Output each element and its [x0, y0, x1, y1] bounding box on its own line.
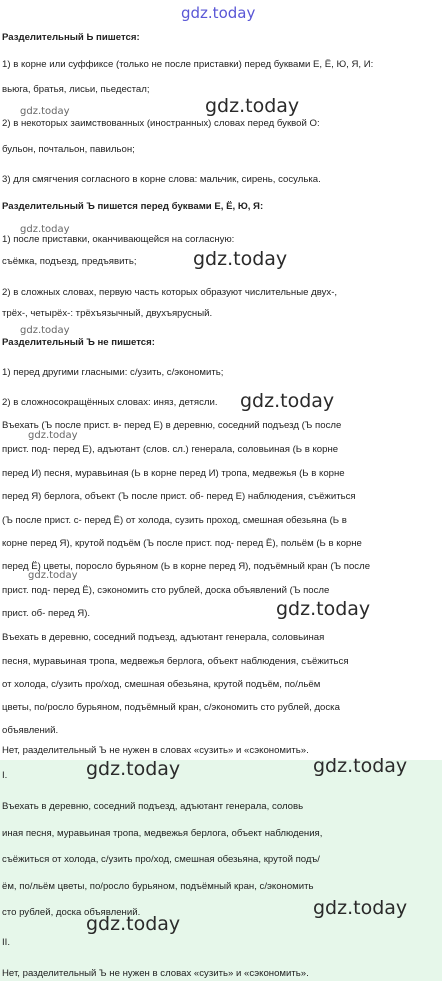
watermark: gdz.today: [240, 390, 335, 412]
text-line: ём, по/льём цветы, по/росло бурьяном, подъёмный кран, с/экономить: [2, 881, 314, 892]
text-line: 2) в некоторых заимствованных (иностранных) словах перед буквой О:: [2, 118, 320, 129]
text-line: 1) после приставки, оканчивающейся на согласную:: [2, 234, 235, 245]
text-line: Въехать (Ъ после прист. в- перед Е) в деревню, соседний подъезд (Ъ после: [2, 420, 342, 431]
text-line: 2) в сложносокращённых словах: иняз, детясли.: [2, 397, 218, 408]
text-line: объявлений.: [2, 725, 59, 736]
text-line: Нет, разделительный Ъ не нужен в словах «сузить» и «сэкономить».: [2, 968, 309, 979]
text-line: от холода, с/узить про/ход, смешная обезьяна, крутой подъём, по/льём: [2, 679, 321, 690]
text-line: песня, муравьиная тропа, медвежья берлога, объект наблюдения, съёжиться: [2, 656, 349, 667]
text-line: (Ъ после прист. с- перед Ё) от холода, сузить проход, смешная обезьяна (Ь в: [2, 515, 347, 526]
text-line: корне перед Я), крутой подъём (Ъ после прист. под- перед Ё), польём (Ь в корне: [2, 538, 362, 549]
text-line: 1) в корне или суффиксе (только не после приставки) перед буквами Е, Ё, Ю, Я, И:: [2, 59, 374, 70]
text-line: съёмка, подъезд, предъявить;: [2, 256, 137, 267]
watermark: gdz.today: [86, 758, 181, 780]
watermark: gdz.today: [313, 755, 408, 777]
text-line: Въехать в деревню, соседний подъезд, адъютант генерала, соловь: [2, 801, 304, 812]
watermark: gdz.today: [276, 598, 371, 620]
text-line: Нет, разделительный Ъ не нужен в словах «сузить» и «сэкономить».: [2, 745, 309, 756]
text-line: бульон, почтальон, павильон;: [2, 144, 135, 155]
text-line: прист. под- перед Е), адъютант (слов. сл.) генерала, соловьиная (Ь в корне: [2, 444, 339, 455]
watermark: gdz.today: [28, 430, 78, 441]
section-heading: Разделительный Ъ не пишется:: [2, 337, 155, 348]
watermark: gdz.today: [20, 325, 70, 336]
watermark: gdz.today: [313, 897, 408, 919]
text-line: перед И) песня, муравьиная (Ь в корне перед И) тропа, медвежья (Ь в корне: [2, 468, 345, 479]
text-line: Въехать в деревню, соседний подъезд, адъютант генерала, соловьиная: [2, 632, 325, 643]
section-heading: Разделительный Ь пишется:: [2, 32, 140, 43]
watermark: gdz.today: [20, 106, 70, 117]
text-line: перед Я) берлога, объект (Ъ после прист. об- перед Е) наблюдения, съёжиться: [2, 491, 356, 502]
text-line: вьюга, братья, лисьи, пьедестал;: [2, 84, 150, 95]
section-heading: Разделительный Ъ пишется перед буквами Е, Ё, Ю, Я:: [2, 201, 264, 212]
section-label: II.: [2, 937, 10, 948]
text-line: иная песня, муравьиная тропа, медвежья берлога, объект наблюдения,: [2, 828, 323, 839]
text-line: перед Ё) цветы, поросло бурьяном (Ь в корне перед Я), подъёмный кран (Ъ после: [2, 561, 371, 572]
text-line: трёх-, четырёх-: трёхъязычный, двухъярусный.: [2, 308, 213, 319]
text-line: прист. об- перед Я).: [2, 608, 91, 619]
text-line: 2) в сложных словах, первую часть которых образуют числительные двух-,: [2, 287, 338, 298]
watermark: gdz.today: [205, 95, 300, 117]
watermark: gdz.today: [181, 4, 256, 22]
text-line: съёжиться от холода, с/узить про/ход, смешная обезьяна, крутой подъ/: [2, 854, 320, 865]
text-line: цветы, по/росло бурьяном, подъёмный кран, с/экономить сто рублей, доска: [2, 702, 340, 713]
watermark: gdz.today: [20, 224, 70, 235]
watermark: gdz.today: [28, 570, 78, 581]
section-label: I.: [2, 770, 8, 781]
text-line: сто рублей, доска объявлений.: [2, 907, 141, 918]
highlight-block: [0, 760, 442, 981]
text-line: 3) для смягчения согласного в корне слова: мальчик, сирень, сосулька.: [2, 174, 321, 185]
text-line: 1) перед другими гласными: с/узить, с/экономить;: [2, 367, 224, 378]
text-line: прист. под- перед Ё), сэкономить сто рублей, доска объявлений (Ъ после: [2, 585, 330, 596]
watermark: gdz.today: [86, 913, 181, 935]
watermark: gdz.today: [193, 248, 288, 270]
